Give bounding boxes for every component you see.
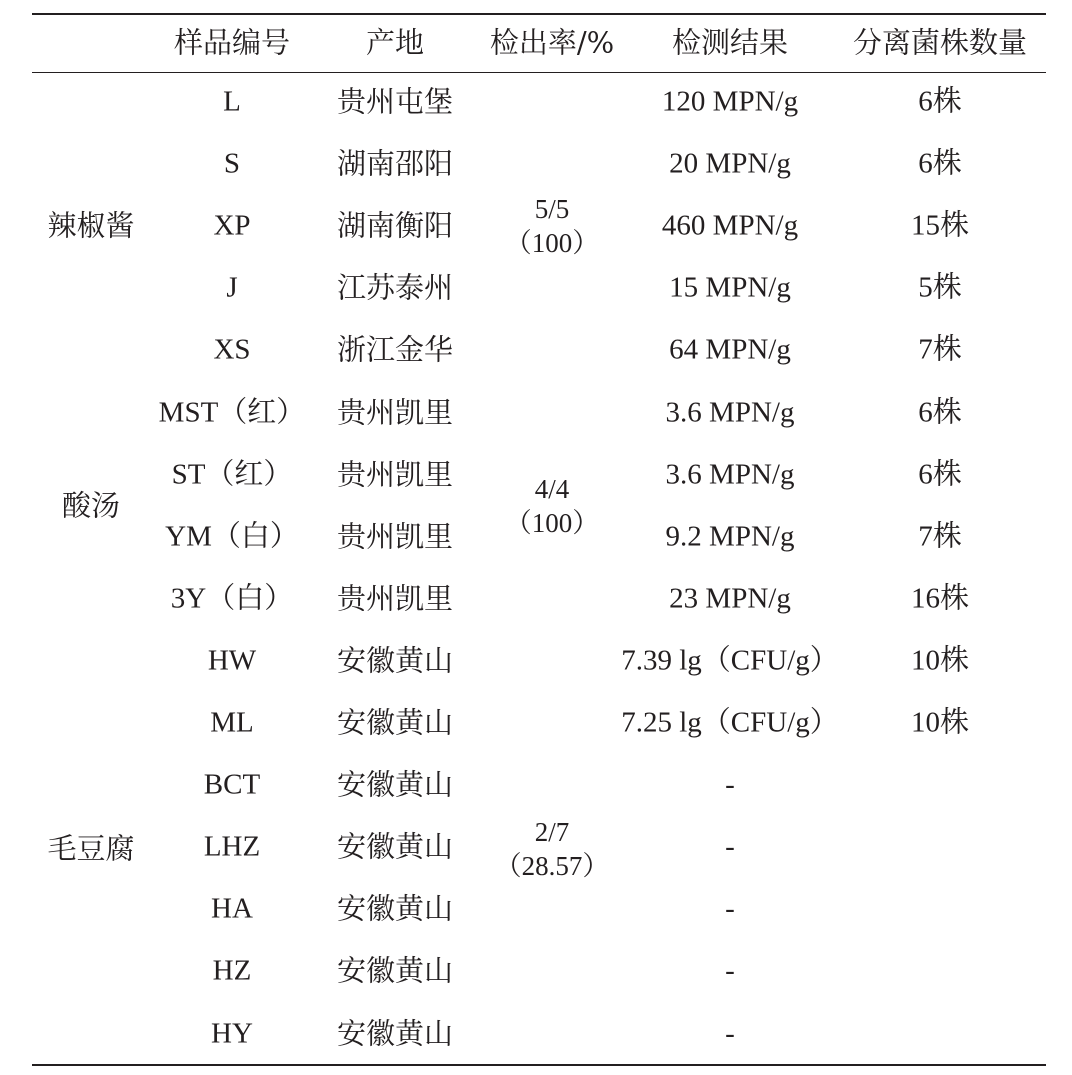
strain-count-cell: 10株 xyxy=(910,706,970,739)
sample-id-cell: LHZ xyxy=(203,830,261,863)
detection-rate-cell xyxy=(505,472,600,540)
table-top-rule xyxy=(32,13,1046,15)
header-detection-rate: 检出率/% xyxy=(489,25,615,60)
detection-rate-cell xyxy=(505,192,600,260)
detection-result-cell: 7.39 lg（CFU/g） xyxy=(621,644,839,677)
header-detection-result: 检测结果 xyxy=(671,25,789,60)
strain-count-cell: 15株 xyxy=(910,209,970,242)
sample-id-cell: MST（红） xyxy=(158,396,306,428)
origin-cell: 贵州凯里 xyxy=(336,581,454,616)
strain-count-cell: 10株 xyxy=(910,644,970,677)
strain-count-cell: 6株 xyxy=(918,85,962,118)
strain-count-cell: 6株 xyxy=(918,147,962,180)
table-header-rule xyxy=(32,72,1046,73)
sample-id-cell: XS xyxy=(213,333,251,366)
strain-count-cell: 16株 xyxy=(910,582,970,615)
detection-result-cell: 15 MPN/g xyxy=(669,271,791,304)
sample-group-label: 毛豆腐 xyxy=(47,831,135,866)
sample-id-cell: HY xyxy=(211,1017,253,1049)
header-strain-count: 分离菌株数量 xyxy=(852,25,1028,60)
sample-id-cell: HZ xyxy=(212,954,252,987)
sample-id-cell: ST（红） xyxy=(171,458,293,491)
detection-rate-percent: （28.57） xyxy=(494,851,610,881)
origin-cell: 江苏泰州 xyxy=(336,270,454,305)
origin-cell: 浙江金华 xyxy=(336,332,454,367)
sample-id-cell: HW xyxy=(207,644,257,677)
sample-group-label: 辣椒酱 xyxy=(47,208,135,243)
origin-cell: 湖南邵阳 xyxy=(336,146,454,181)
detection-rate-fraction: 4/4 xyxy=(534,474,570,504)
table-bottom-rule xyxy=(32,1064,1046,1066)
detection-rate-cell xyxy=(495,815,610,883)
sample-id-cell: L xyxy=(223,85,241,118)
sample-id-cell: ML xyxy=(210,706,254,739)
origin-cell: 安徽黄山 xyxy=(336,891,454,926)
detection-result-cell: 7.25 lg（CFU/g） xyxy=(621,706,839,739)
origin-cell: 安徽黄山 xyxy=(336,953,454,988)
detection-rate-percent: （100） xyxy=(504,508,600,538)
detection-result-cell: 3.6 MPN/g xyxy=(665,458,795,491)
detection-result-cell: 9.2 MPN/g xyxy=(665,520,795,553)
strain-count-cell: 7株 xyxy=(918,333,962,366)
detection-result-cell: - xyxy=(725,1017,735,1049)
detection-result-cell: 64 MPN/g xyxy=(669,333,791,366)
strain-count-cell: 6株 xyxy=(918,396,962,428)
origin-cell: 湖南衡阳 xyxy=(336,208,454,243)
detection-result-cell: - xyxy=(725,954,735,987)
detection-rate-percent: （100） xyxy=(504,228,600,258)
origin-cell: 安徽黄山 xyxy=(336,705,454,740)
sample-id-cell: XP xyxy=(213,209,251,242)
origin-cell: 安徽黄山 xyxy=(336,643,454,678)
sample-id-cell: HA xyxy=(211,892,253,925)
detection-result-cell: 120 MPN/g xyxy=(661,85,799,118)
strain-count-cell: 5株 xyxy=(918,271,962,304)
detection-rate-fraction: 5/5 xyxy=(534,194,570,224)
detection-result-cell: - xyxy=(725,830,735,863)
sample-id-cell: 3Y（白） xyxy=(170,582,294,615)
detection-result-cell: - xyxy=(725,892,735,925)
strain-count-cell: 6株 xyxy=(918,458,962,491)
sample-group-label: 酸汤 xyxy=(61,488,121,523)
origin-cell: 安徽黄山 xyxy=(336,767,454,802)
detection-result-cell: 23 MPN/g xyxy=(669,582,791,615)
header-sample-id: 样品编号 xyxy=(173,25,291,60)
detection-rate-fraction: 2/7 xyxy=(534,817,570,847)
detection-result-cell: - xyxy=(725,768,735,801)
header-origin: 产地 xyxy=(365,25,425,60)
detection-result-cell: 3.6 MPN/g xyxy=(665,396,795,428)
origin-cell: 安徽黄山 xyxy=(336,1016,454,1050)
sample-id-cell: BCT xyxy=(203,768,261,801)
sample-id-cell: YM（白） xyxy=(165,520,299,553)
origin-cell: 贵州凯里 xyxy=(336,519,454,554)
strain-count-cell: 7株 xyxy=(918,520,962,553)
origin-cell: 安徽黄山 xyxy=(336,829,454,864)
detection-result-cell: 460 MPN/g xyxy=(661,209,799,242)
sample-id-cell: J xyxy=(226,271,238,304)
origin-cell: 贵州凯里 xyxy=(336,457,454,492)
origin-cell: 贵州屯堡 xyxy=(336,84,454,119)
detection-result-cell: 20 MPN/g xyxy=(669,147,791,180)
sample-id-cell: S xyxy=(223,147,241,180)
origin-cell: 贵州凯里 xyxy=(336,395,454,429)
